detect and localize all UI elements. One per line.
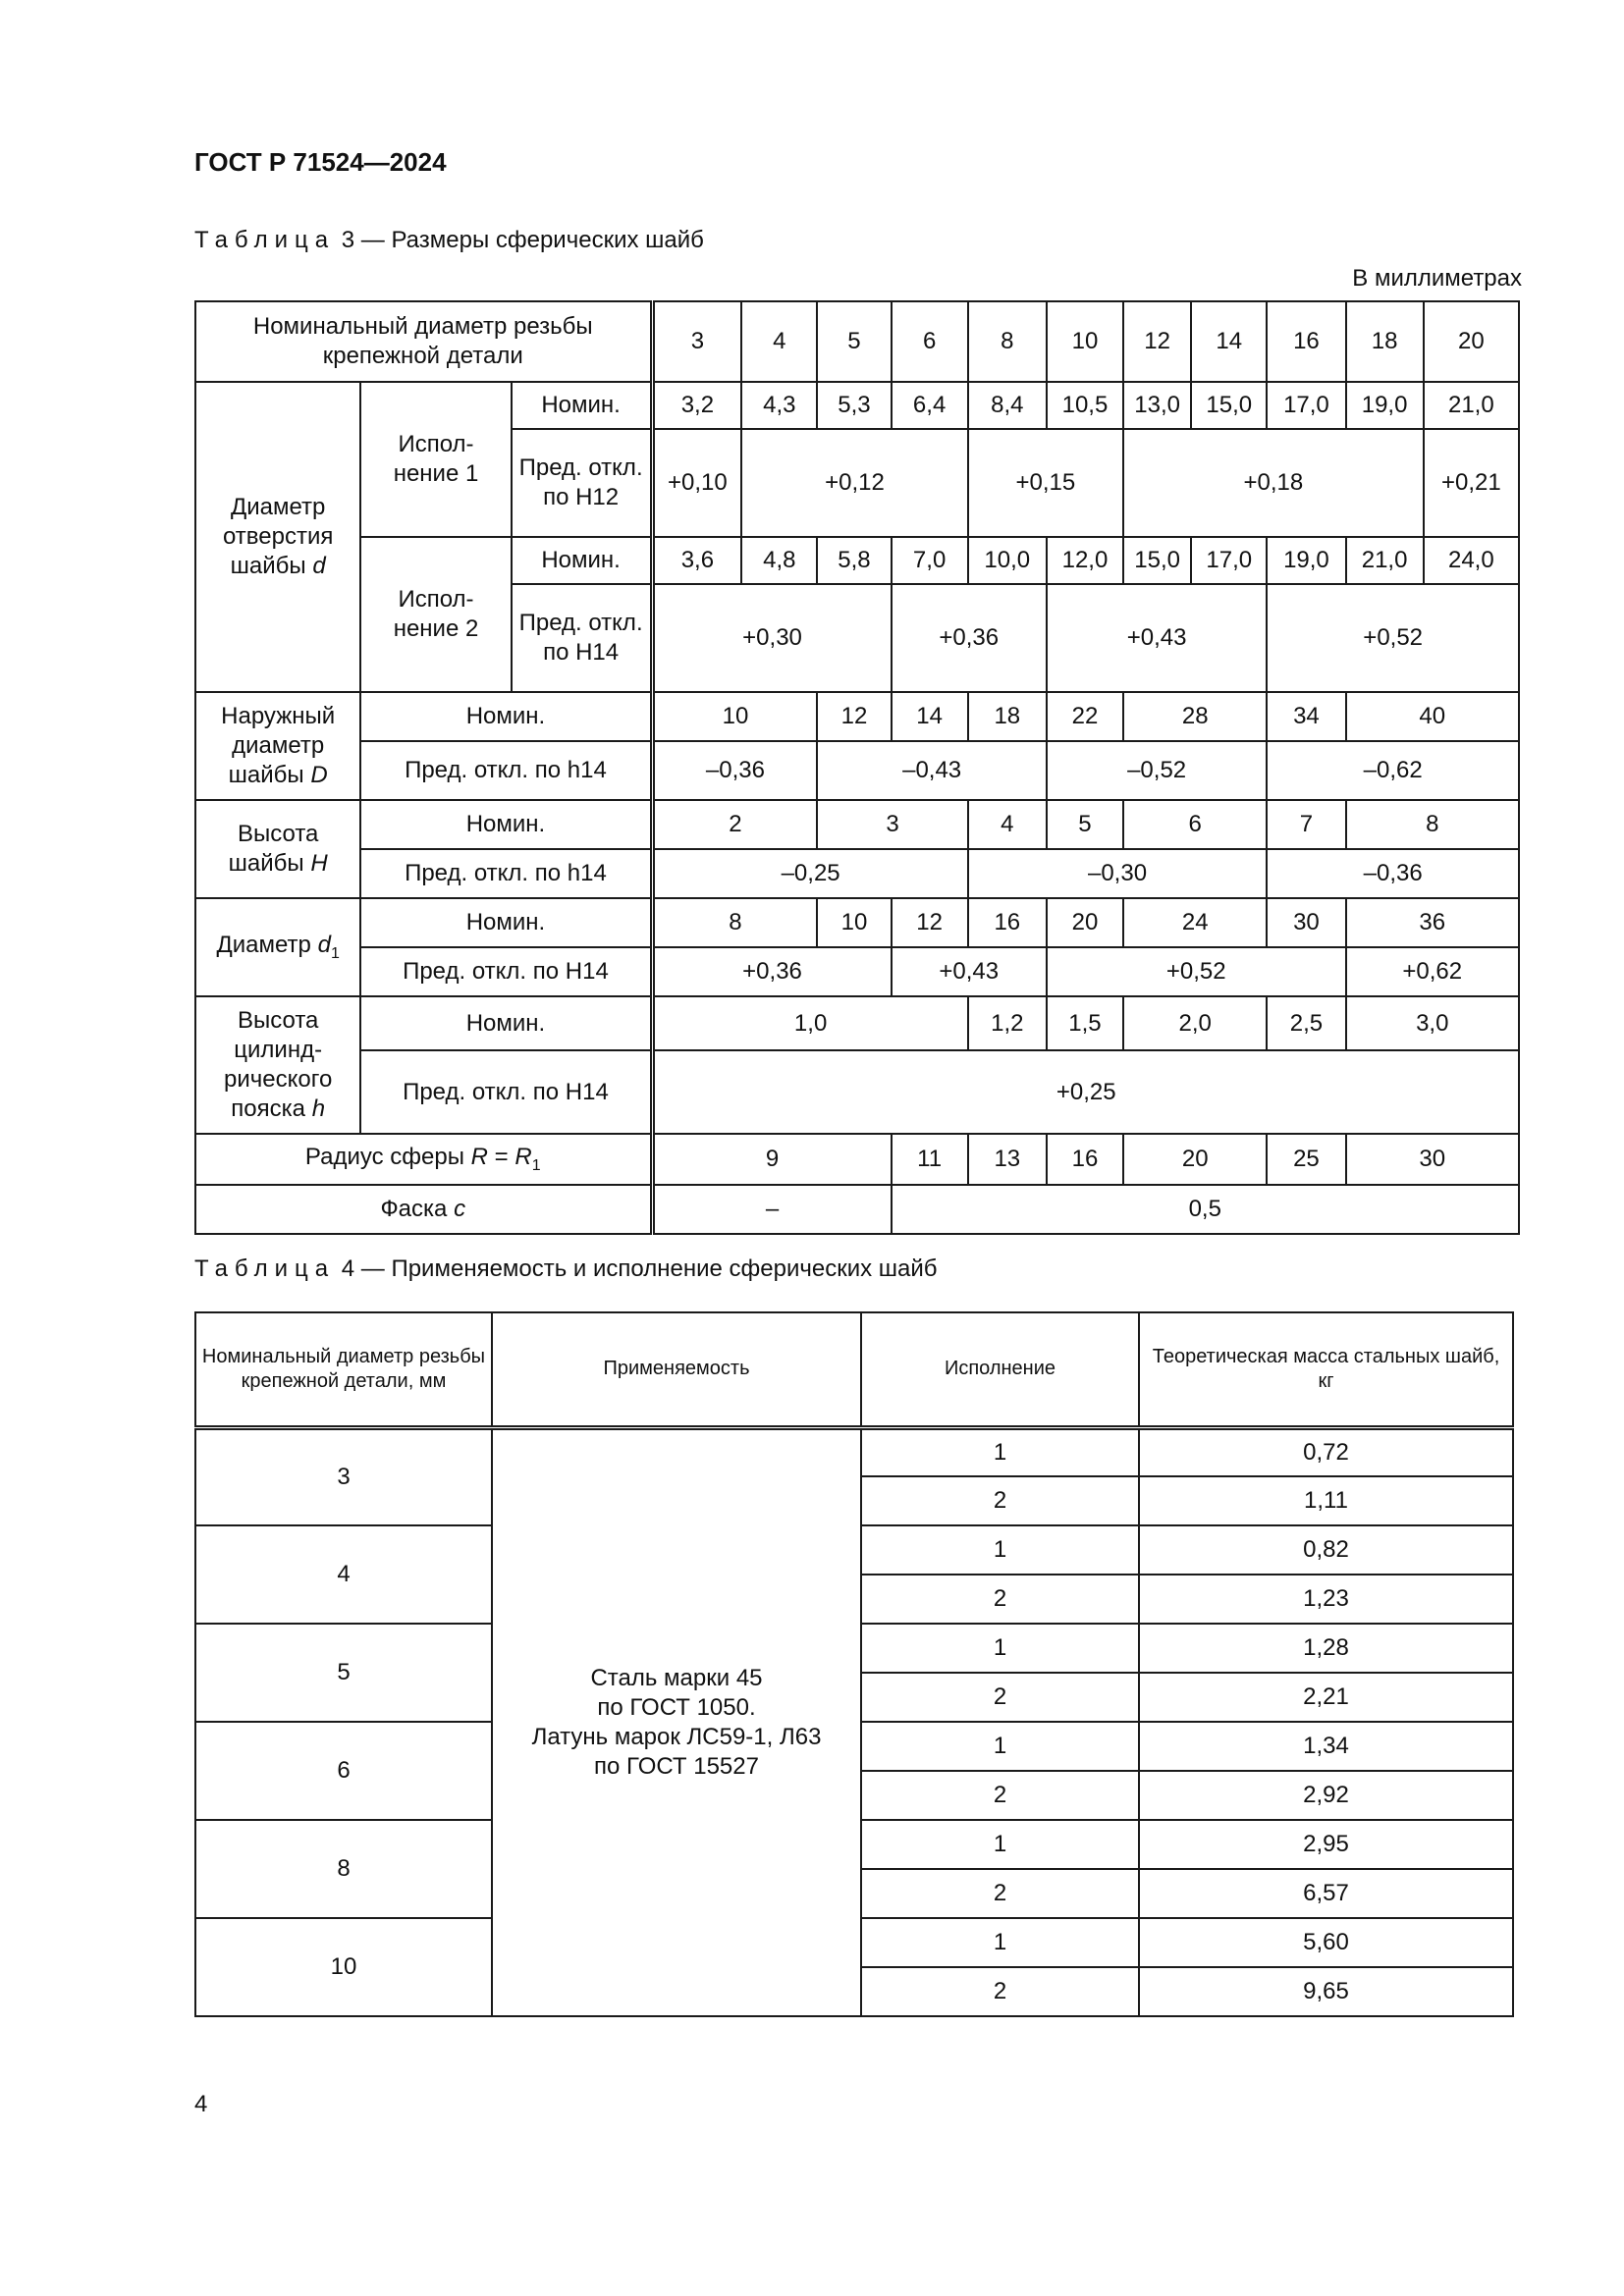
symbol: H: [310, 850, 328, 877]
size-cell: 10: [1047, 301, 1123, 382]
nominal-label: Номин.: [360, 692, 652, 741]
table4-version-cell: 1: [861, 1820, 1139, 1869]
tolerance-label: Пред. откл. по H14: [360, 947, 652, 996]
size-cell: 8: [968, 301, 1047, 382]
value-cell: 5,3: [817, 382, 891, 429]
value-cell: 6,4: [892, 382, 968, 429]
value-cell: 14: [892, 692, 968, 741]
tolerance-label: Пред. откл. по H14: [512, 584, 652, 692]
symbol-subscript: 1: [531, 1156, 541, 1174]
chamfer-label: [195, 1185, 652, 1234]
table4-size-cell: 6: [195, 1722, 492, 1820]
value-cell: 0,5: [892, 1185, 1519, 1234]
material-line: по ГОСТ 1050.: [597, 1693, 756, 1721]
table-row: [195, 537, 1519, 584]
hole-diameter-label: [195, 382, 360, 692]
nominal-label: Номин.: [512, 382, 652, 429]
table4-mass-cell: 6,57: [1139, 1869, 1513, 1918]
table-row: [195, 996, 1519, 1050]
tolerance-cell: –0,25: [652, 849, 968, 898]
value-cell: 8: [1346, 800, 1519, 849]
tolerance-cell: +0,52: [1047, 947, 1346, 996]
value-cell: –: [652, 1185, 892, 1234]
cylinder-height-label: [195, 996, 360, 1134]
table3-units: В миллиметрах: [1352, 265, 1522, 292]
value-cell: 21,0: [1424, 382, 1519, 429]
table4-version-cell: 2: [861, 1673, 1139, 1722]
table4-caption-word: Таблица: [194, 1255, 336, 1282]
value-cell: 12,0: [1047, 537, 1123, 584]
value-cell: 25: [1267, 1134, 1345, 1185]
table4-caption-text: 4 — Применяемость и исполнение сферических шайб: [335, 1255, 938, 1282]
value-cell: 8: [652, 898, 817, 947]
table-row: [195, 898, 1519, 947]
value-cell: 4,3: [741, 382, 817, 429]
table3-caption-word: Таблица: [194, 227, 336, 253]
table4-version-cell: 2: [861, 1869, 1139, 1918]
table4-material-cell: [492, 1427, 861, 2016]
table3-head-label: Номинальный диаметр резьбы крепежной детали: [195, 301, 652, 382]
table4-mass-cell: 1,28: [1139, 1624, 1513, 1673]
tolerance-cell: –0,62: [1267, 741, 1519, 800]
tolerance-cell: –0,36: [652, 741, 817, 800]
tolerance-label: Пред. откл. по h14: [360, 849, 652, 898]
value-cell: 12: [892, 898, 968, 947]
value-cell: 18: [968, 692, 1047, 741]
table4-mass-cell: 2,21: [1139, 1673, 1513, 1722]
value-cell: 2,0: [1123, 996, 1267, 1050]
version-1-label: Испол-нение 1: [360, 382, 511, 537]
table4-row: [195, 1427, 1513, 1476]
row-label: Высота шайбы: [228, 821, 319, 877]
value-cell: 12: [817, 692, 891, 741]
value-cell: 16: [968, 898, 1047, 947]
value-cell: 17,0: [1191, 537, 1267, 584]
value-cell: 21,0: [1346, 537, 1424, 584]
tolerance-cell: +0,18: [1123, 429, 1424, 537]
value-cell: 1,2: [968, 996, 1047, 1050]
outer-diameter-label: [195, 692, 360, 800]
table4-size-cell: 10: [195, 1918, 492, 2016]
table4-header-cell: Исполнение: [861, 1312, 1139, 1427]
material-line: по ГОСТ 15527: [594, 1752, 759, 1780]
tolerance-cell: +0,36: [892, 584, 1047, 692]
material-line: Сталь марки 45: [590, 1664, 763, 1691]
nominal-label: Номин.: [360, 898, 652, 947]
size-cell: 14: [1191, 301, 1267, 382]
value-cell: 20: [1123, 1134, 1267, 1185]
row-label: Диаметр: [216, 932, 311, 959]
size-cell: 3: [652, 301, 741, 382]
size-cell: 5: [817, 301, 891, 382]
tolerance-cell: +0,15: [968, 429, 1123, 537]
nominal-label: Номин.: [512, 537, 652, 584]
symbol: d: [317, 932, 331, 959]
table4-size-cell: 4: [195, 1525, 492, 1624]
size-cell: 18: [1346, 301, 1424, 382]
value-cell: 11: [892, 1134, 968, 1185]
row-label: Диаметр отверстия шайбы: [222, 494, 334, 579]
table3-header-row: [195, 301, 1519, 382]
tolerance-cell: –0,36: [1267, 849, 1519, 898]
table4-header-cell: Применяемость: [492, 1312, 861, 1427]
value-cell: 10: [652, 692, 817, 741]
value-cell: 4,8: [741, 537, 817, 584]
table3-caption-text: 3 — Размеры сферических шайб: [335, 227, 704, 253]
size-cell: 12: [1123, 301, 1191, 382]
tolerance-cell: +0,30: [652, 584, 892, 692]
table4-mass-cell: 1,11: [1139, 1476, 1513, 1525]
row-label: Фаска: [380, 1196, 448, 1222]
tolerance-cell: –0,30: [968, 849, 1268, 898]
row-label: Высота цилинд-рического пояска: [224, 1007, 333, 1122]
table3-dimensions: [194, 300, 1520, 1235]
symbol: d: [312, 553, 326, 579]
value-cell: 20: [1047, 898, 1123, 947]
tolerance-cell: +0,52: [1267, 584, 1519, 692]
tolerance-cell: +0,43: [1047, 584, 1267, 692]
size-cell: 6: [892, 301, 968, 382]
table-row: [195, 849, 1519, 898]
table3-caption: [194, 227, 704, 254]
tolerance-cell: +0,10: [652, 429, 741, 537]
value-cell: 1,0: [652, 996, 968, 1050]
equals-sign: =: [488, 1144, 515, 1171]
value-cell: 5: [1047, 800, 1123, 849]
table4-mass-cell: 0,72: [1139, 1427, 1513, 1476]
table-row: [195, 692, 1519, 741]
table4-version-cell: 2: [861, 1967, 1139, 2016]
value-cell: 30: [1267, 898, 1345, 947]
nominal-label: Номин.: [360, 996, 652, 1050]
symbol: R: [470, 1144, 488, 1171]
table4-mass-cell: 5,60: [1139, 1918, 1513, 1967]
value-cell: 13: [968, 1134, 1047, 1185]
value-cell: 24: [1123, 898, 1267, 947]
symbol-subscript: 1: [330, 944, 340, 962]
table4-version-cell: 1: [861, 1722, 1139, 1771]
tolerance-cell: +0,36: [652, 947, 892, 996]
value-cell: 30: [1346, 1134, 1519, 1185]
value-cell: 10,5: [1047, 382, 1123, 429]
height-label: [195, 800, 360, 898]
value-cell: 10,0: [968, 537, 1047, 584]
value-cell: 9: [652, 1134, 892, 1185]
value-cell: 7: [1267, 800, 1345, 849]
value-cell: 16: [1047, 1134, 1123, 1185]
table4-applicability: [194, 1311, 1514, 2017]
table4-version-cell: 1: [861, 1918, 1139, 1967]
table-row: [195, 382, 1519, 429]
size-cell: 20: [1424, 301, 1519, 382]
symbol: D: [310, 762, 328, 788]
tolerance-label: Пред. откл. по H12: [512, 429, 652, 537]
material-line: Латунь марок ЛС59-1, Л63: [531, 1723, 822, 1750]
tolerance-cell: +0,62: [1346, 947, 1519, 996]
value-cell: 2: [652, 800, 817, 849]
value-cell: 34: [1267, 692, 1345, 741]
value-cell: 10: [817, 898, 891, 947]
size-cell: 4: [741, 301, 817, 382]
tolerance-cell: +0,12: [741, 429, 967, 537]
value-cell: 4: [968, 800, 1047, 849]
table4-header-row: [195, 1312, 1513, 1427]
table-row: [195, 1050, 1519, 1134]
value-cell: 17,0: [1267, 382, 1345, 429]
value-cell: 7,0: [892, 537, 968, 584]
tolerance-cell: –0,43: [817, 741, 1047, 800]
value-cell: 3,0: [1346, 996, 1519, 1050]
row-label: Радиус сферы: [304, 1144, 464, 1171]
table4-mass-cell: 1,23: [1139, 1575, 1513, 1624]
page-number: 4: [194, 2091, 208, 2117]
size-cell: 16: [1267, 301, 1345, 382]
table4-version-cell: 2: [861, 1771, 1139, 1820]
table4-caption: [194, 1255, 938, 1283]
table4-size-cell: 3: [195, 1427, 492, 1525]
tolerance-cell: +0,25: [652, 1050, 1519, 1134]
tolerance-label: Пред. откл. по H14: [360, 1050, 652, 1134]
tolerance-cell: +0,21: [1424, 429, 1519, 537]
value-cell: 6: [1123, 800, 1267, 849]
table-row: [195, 741, 1519, 800]
value-cell: 3,6: [652, 537, 741, 584]
table4-version-cell: 2: [861, 1575, 1139, 1624]
table-row: [195, 947, 1519, 996]
value-cell: 40: [1346, 692, 1519, 741]
symbol: c: [454, 1196, 466, 1222]
radius-label: [195, 1134, 652, 1185]
value-cell: 19,0: [1346, 382, 1424, 429]
table4-mass-cell: 0,82: [1139, 1525, 1513, 1575]
table-row: [195, 1185, 1519, 1234]
symbol: R: [514, 1144, 532, 1171]
table4-mass-cell: 1,34: [1139, 1722, 1513, 1771]
value-cell: 19,0: [1267, 537, 1345, 584]
table-row: [195, 1134, 1519, 1185]
table4-header-cell: Номинальный диаметр резьбы крепежной детали, мм: [195, 1312, 492, 1427]
table4-size-cell: 8: [195, 1820, 492, 1918]
table4-mass-cell: 2,95: [1139, 1820, 1513, 1869]
d1-label: [195, 898, 360, 996]
value-cell: 24,0: [1424, 537, 1519, 584]
value-cell: 3,2: [652, 382, 741, 429]
table-row: [195, 800, 1519, 849]
value-cell: 15,0: [1123, 537, 1191, 584]
value-cell: 28: [1123, 692, 1267, 741]
table4-version-cell: 1: [861, 1525, 1139, 1575]
value-cell: 36: [1346, 898, 1519, 947]
tolerance-cell: +0,43: [892, 947, 1047, 996]
value-cell: 2,5: [1267, 996, 1345, 1050]
value-cell: 1,5: [1047, 996, 1123, 1050]
value-cell: 15,0: [1191, 382, 1267, 429]
table4-mass-cell: 9,65: [1139, 1967, 1513, 2016]
table4-header-cell: Теоретическая масса стальных шайб, кг: [1139, 1312, 1513, 1427]
table4-mass-cell: 2,92: [1139, 1771, 1513, 1820]
value-cell: 5,8: [817, 537, 891, 584]
symbol: h: [311, 1095, 326, 1122]
value-cell: 22: [1047, 692, 1123, 741]
document-header: ГОСТ Р 71524—2024: [194, 147, 447, 177]
table4-version-cell: 1: [861, 1624, 1139, 1673]
table4-version-cell: 1: [861, 1427, 1139, 1476]
value-cell: 13,0: [1123, 382, 1191, 429]
table4-version-cell: 2: [861, 1476, 1139, 1525]
value-cell: 8,4: [968, 382, 1047, 429]
tolerance-cell: –0,52: [1047, 741, 1267, 800]
row-label: Наружный диаметр шайбы: [221, 703, 336, 788]
table4-size-cell: 5: [195, 1624, 492, 1722]
value-cell: 3: [817, 800, 967, 849]
version-2-label: Испол-нение 2: [360, 537, 511, 692]
tolerance-label: Пред. откл. по h14: [360, 741, 652, 800]
nominal-label: Номин.: [360, 800, 652, 849]
